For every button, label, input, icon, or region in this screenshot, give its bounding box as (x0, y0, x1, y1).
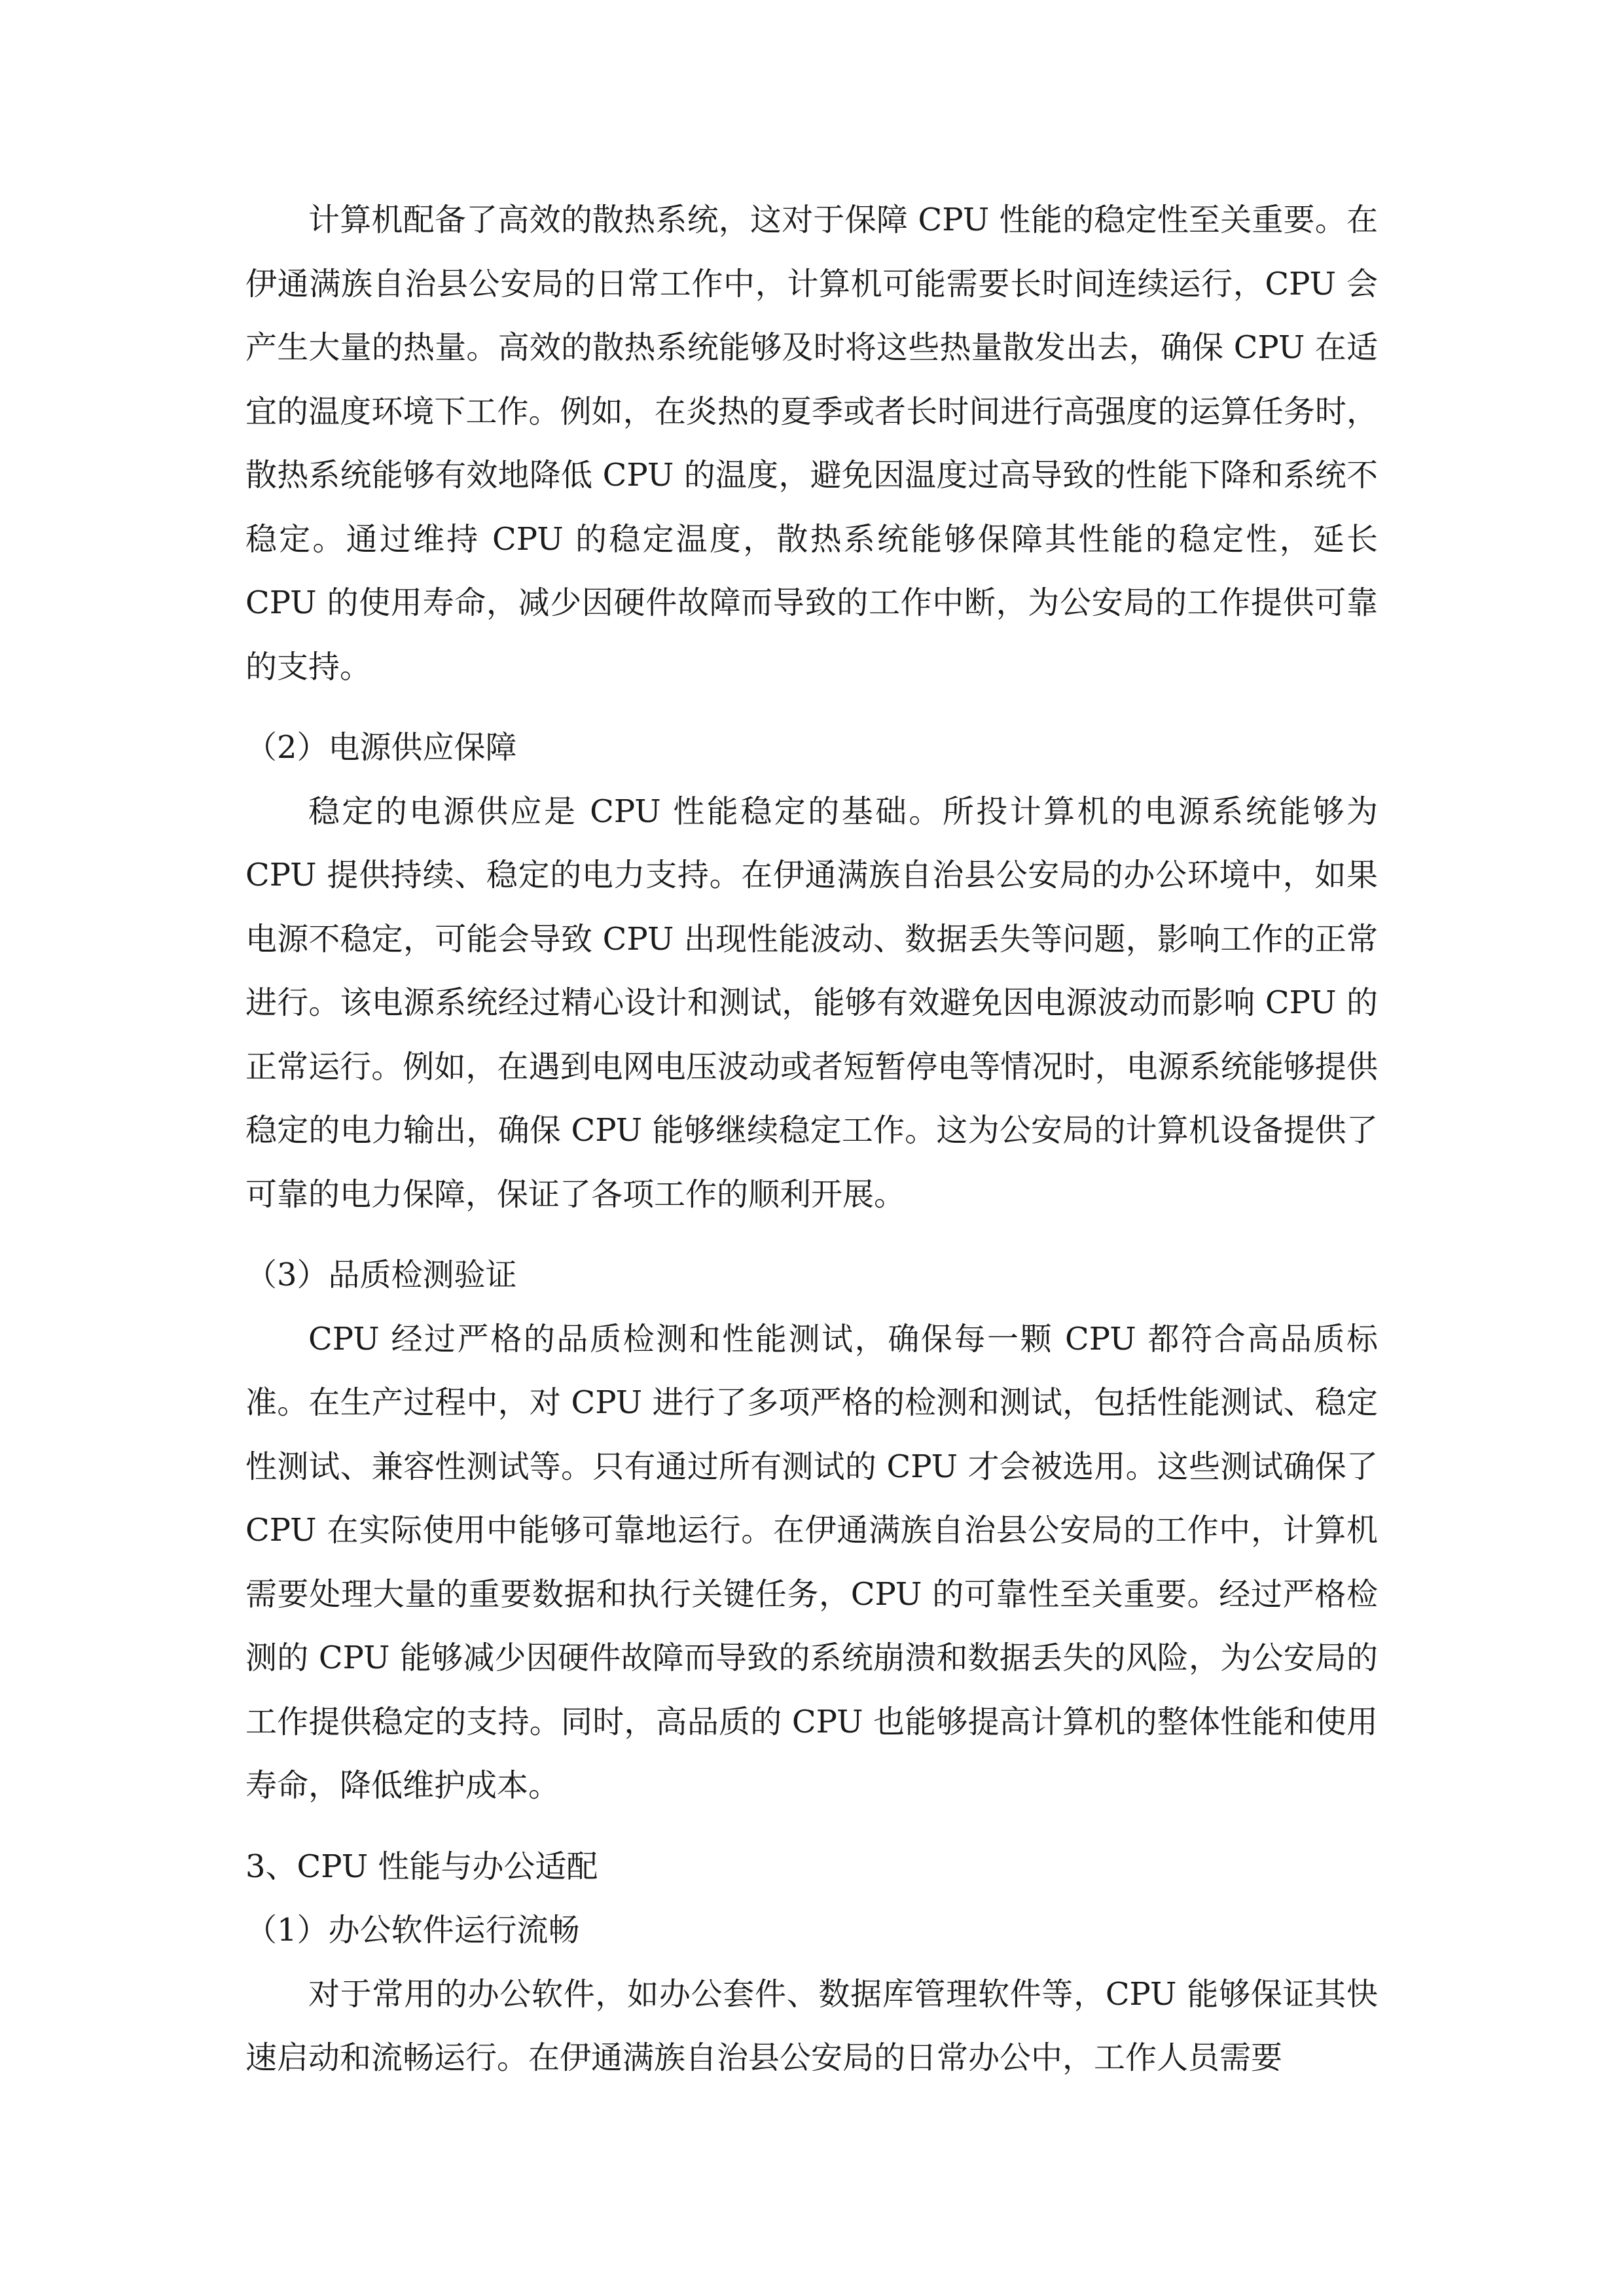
heading-quality-testing: （3）品质检测验证 (245, 1257, 517, 1293)
paragraph-cooling-system: 计算机配备了高效的散热系统，这对于保障 CPU 性能的稳定性至关重要。在伊通满族自治县公安局的日常工作中，计算机可能需要长时间连续运行，CPU 会产生大量的热量。高效的散热系统能够及时将这些热量散发出去，确保 CPU 在适宜的温度环境下工作。例如，在炎热的夏季或者长时间进行高强度的运算任务时，散热系统能够有效地降低 CPU 的温度，避免因温度过高导致的性能下降和系统不稳定。通过维持 CPU 的稳定温度，散热系统能够保障其性能的稳定性，延长 CPU 的使用寿命，减少因硬件故障而导致的工作中断，为公安局的工作提供可靠的支持。 (245, 202, 1378, 685)
heading-office-software: （1）办公软件运行流畅 (245, 1912, 580, 1948)
document-body (245, 188, 1378, 2090)
heading-cpu-office-fit: 3、CPU 性能与办公适配 (245, 1848, 598, 1885)
paragraph-office-software: 对于常用的办公软件，如办公套件、数据库管理软件等，CPU 能够保证其快速启动和流畅运行。在伊通满族自治县公安局的日常办公中，工作人员需要 (245, 1975, 1378, 2076)
paragraph-power-supply: 稳定的电源供应是 CPU 性能稳定的基础。所投计算机的电源系统能够为 CPU 提供持续、稳定的电力支持。在伊通满族自治县公安局的办公环境中，如果电源不稳定，可能会导致 CPU 出现性能波动、数据丢失等问题，影响工作的正常进行。该电源系统经过精心设计和测试，能够有效避免因电源波动而影响 CPU 的正常运行。例如，在遇到电网电压波动或者短暂停电等情况时，电源系统能够提供稳定的电力输出，确保 CPU 能够继续稳定工作。这为公安局的计算机设备提供了可靠的电力保障，保证了各项工作的顺利开展。 (245, 793, 1378, 1213)
paragraph-quality-testing: CPU 经过严格的品质检测和性能测试，确保每一颗 CPU 都符合高品质标准。在生产过程中，对 CPU 进行了多项严格的检测和测试，包括性能测试、稳定性测试、兼容性测试等。只有通过所有测试的 CPU 才会被选用。这些测试确保了 CPU 在实际使用中能够可靠地运行。在伊通满族自治县公安局的工作中，计算机需要处理大量的重要数据和执行关键任务，CPU 的可靠性至关重要。经过严格检测的 CPU 能够减少因硬件故障而导致的系统崩溃和数据丢失的风险，为公安局的工作提供稳定的支持。同时，高品质的 CPU 也能够提高计算机的整体性能和使用寿命，降低维护成本。 (245, 1320, 1378, 1804)
heading-power-supply: （2）电源供应保障 (245, 729, 517, 766)
